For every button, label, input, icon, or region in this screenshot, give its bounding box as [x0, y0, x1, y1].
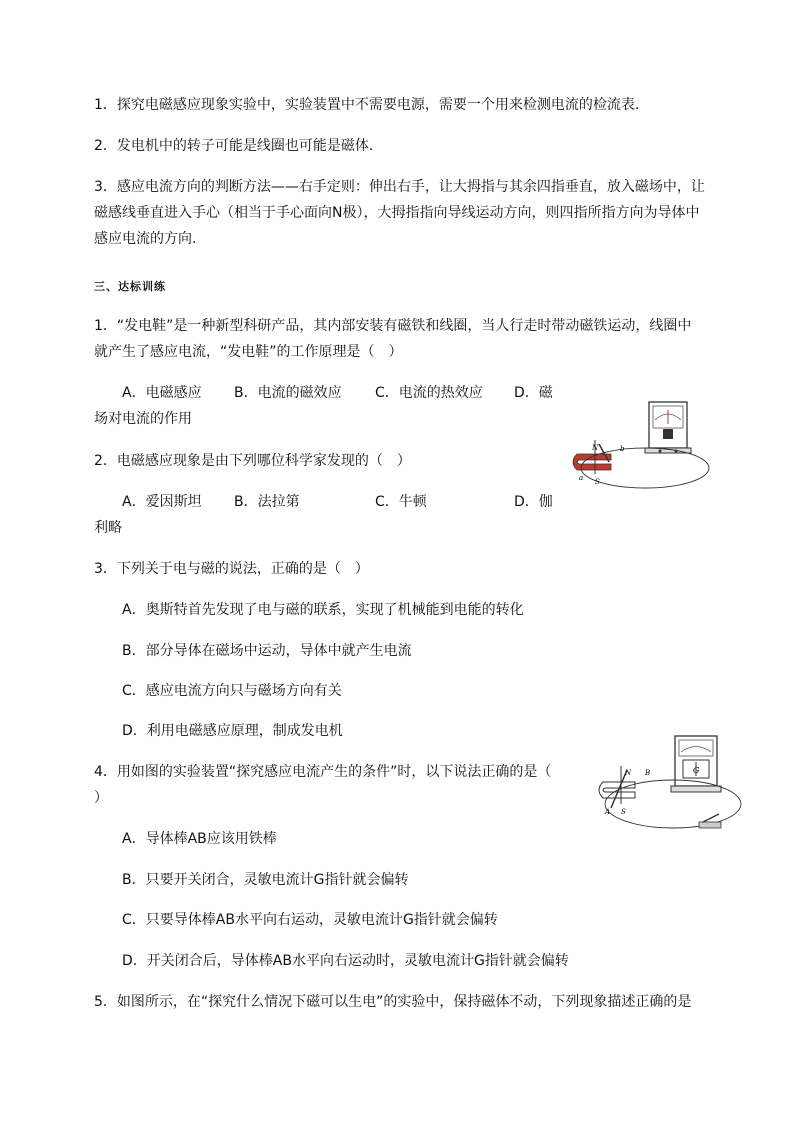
- figure-2-apparatus: [595, 732, 755, 842]
- end-b-label: B: [645, 769, 651, 777]
- q3-option-c: C．感应电流方向只与磁场方向有关: [122, 683, 342, 699]
- pole-s-label: S: [595, 478, 600, 486]
- pole-n-label: N: [625, 769, 632, 777]
- pole-s-label: S: [621, 808, 626, 816]
- switch: [699, 814, 721, 828]
- q5-stem: 5．如图所示，在“探究什么情况下磁可以生电”的实验中，保持磁体不动，下列现象描述正确的是: [94, 994, 692, 1010]
- note-2: 2．发电机中的转子可能是线圈也可能是磁体．: [94, 138, 383, 154]
- q4-option-c: C．只要导体棒AB水平向右运动，灵敏电流计G指针就会偏转: [122, 912, 498, 928]
- q2-option-d: D．伽: [514, 494, 553, 510]
- section-title: 三、达标训练: [94, 280, 166, 293]
- end-b-label: b: [620, 445, 625, 453]
- q1-option-b: B．电流的磁效应: [234, 385, 342, 401]
- q2-option-b: B．法拉第: [234, 494, 300, 510]
- galvanometer-g-label: G: [693, 766, 700, 775]
- q4-stem-line-1: 4．用如图的实验装置“探究感应电流产生的条件”时，以下说法正确的是（: [94, 764, 552, 780]
- q1-option-d: D．磁: [514, 385, 553, 401]
- galvanometer-g: [671, 736, 721, 792]
- q4-option-a: A．导体棒AB应该用铁棒: [122, 831, 277, 847]
- q4-option-b: B．只要开关闭合，灵敏电流计G指针就会偏转: [122, 872, 409, 888]
- q1-option-c: C．电流的热效应: [375, 385, 483, 401]
- q3-stem: 3．下列关于电与磁的说法，正确的是（ ）: [94, 561, 369, 577]
- q3-option-d: D．利用电磁感应原理，制成发电机: [122, 723, 343, 739]
- q1-option-a: A．电磁感应: [122, 385, 202, 401]
- q1-stem-line-2: 就产生了感应电流，“发电鞋”的工作原理是（ ）: [94, 344, 403, 360]
- q2-option-a: A．爱因斯坦: [122, 494, 202, 510]
- galvanometer: [645, 402, 691, 453]
- pole-n-label: N: [592, 444, 599, 452]
- q1-stem-line-1: 1．“发电鞋”是一种新型科研产品，其内部安装有磁铁和线圈，当人行走时带动磁铁运动，线圈中: [94, 318, 692, 334]
- note-3-line-1: 3．感应电流方向的判断方法——右手定则：伸出右手，让大拇指与其余四指垂直，放入磁场中，让: [94, 179, 705, 195]
- q4-option-d: D．开关闭合后，导体棒AB水平向右运动时，灵敏电流计G指针就会偏转: [122, 953, 569, 969]
- note-3-line-2: 磁感线垂直进入手心（相当于手心面向N极），大拇指指向导线运动方向，则四指所指方向为导体中: [94, 205, 700, 221]
- note-3-line-3: 感应电流的方向．: [94, 231, 206, 247]
- end-a-label: a: [579, 474, 584, 482]
- q3-option-a: A．奥斯特首先发现了电与磁的联系，实现了机械能到电能的转化: [122, 602, 524, 618]
- q2-option-c: C．牛顿: [375, 494, 427, 510]
- q4-stem-line-2: ）: [94, 790, 108, 806]
- note-1: 1．探究电磁感应现象实验中，实验装置中不需要电源，需要一个用来检测电流的检流表．: [94, 97, 649, 113]
- q2-option-d-wrap: 利略: [94, 520, 122, 536]
- q1-option-d-wrap: 场对电流的作用: [94, 411, 192, 427]
- end-a-label: A: [605, 808, 611, 816]
- figure-1-apparatus: [565, 398, 710, 500]
- q2-stem: 2．电磁感应现象是由下列哪位科学家发现的（ ）: [94, 453, 411, 469]
- q3-option-b: B．部分导体在磁场中运动，导体中就产生电流: [122, 643, 412, 659]
